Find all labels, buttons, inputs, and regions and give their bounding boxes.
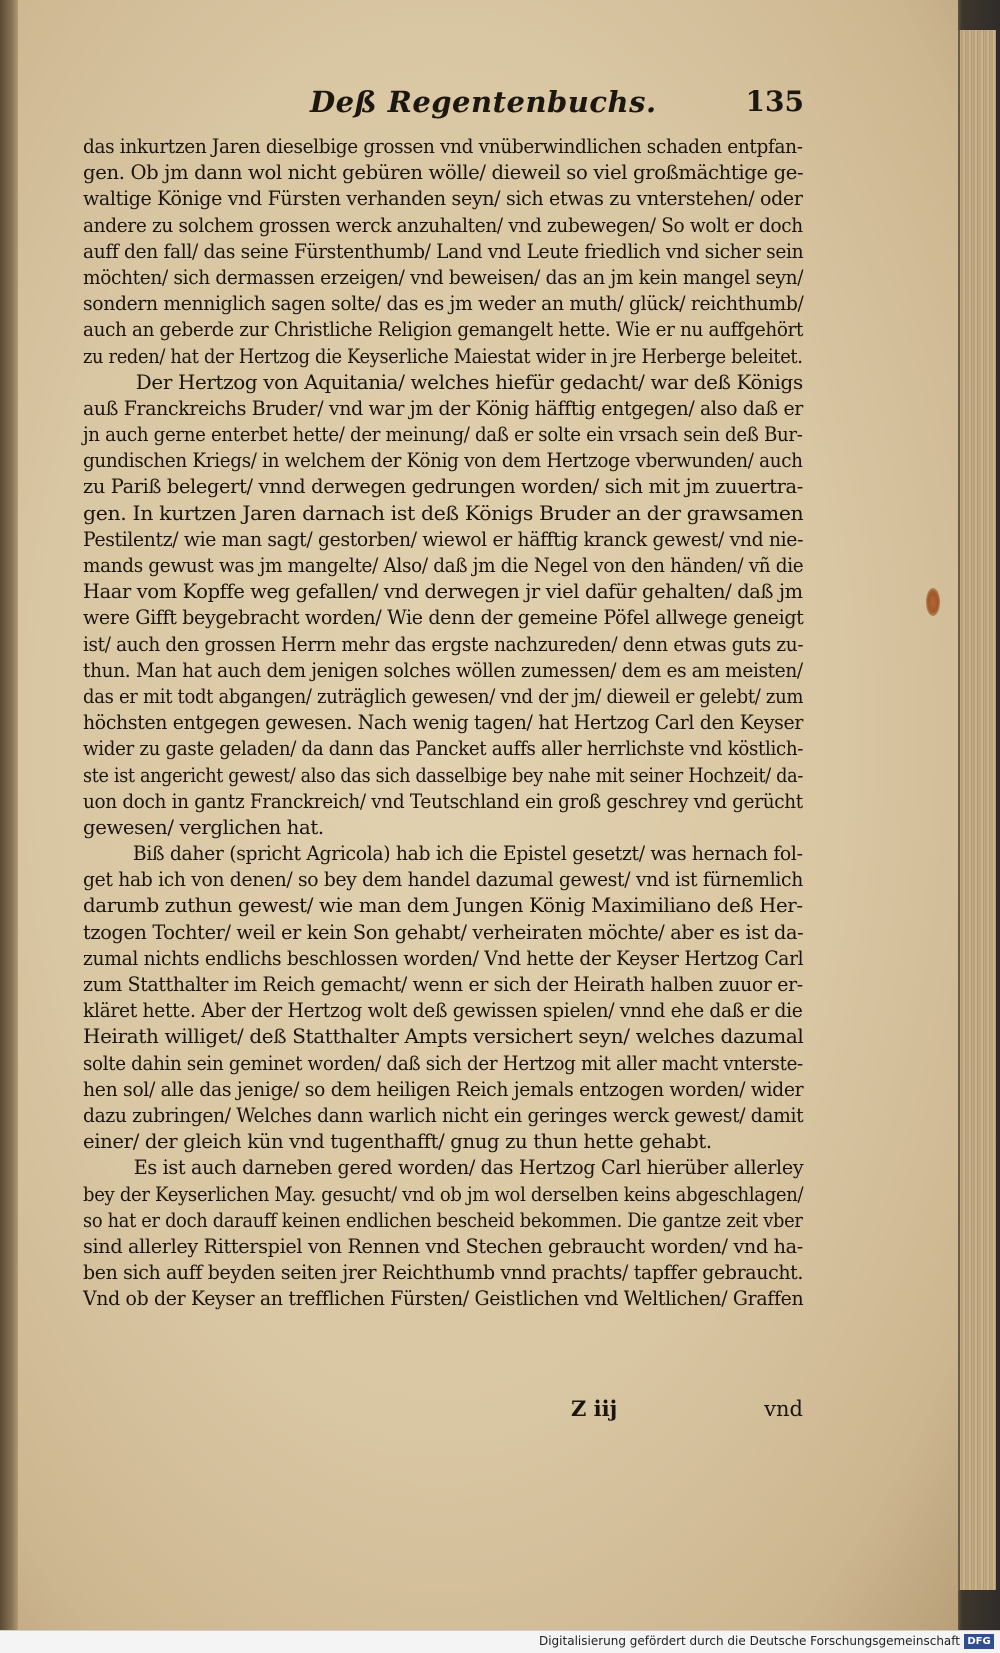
body-text [83,134,804,1421]
paper-stain [926,588,940,616]
text-line: das er mit todt abgangen/ zuträglich gewesen/ vnd der jm/ dieweil er gelebt/ zum [83,684,804,708]
text-line: Haar vom Kopffe weg gefallen/ vnd derwegen jr viel dafür gehalten/ daß jm [83,580,803,604]
text-line: Biß daher (spricht Agricola) hab ich die Epistel gesetzt/ was hernach fol- [132,842,803,866]
text-line: wider zu gaste geladen/ da dann das Pancket auffs aller herrlichste vnd köstlich- [83,737,804,761]
text-line: einer/ der gleich kün vnd tugenthafft/ gnug zu thun hette gehabt. [83,1130,712,1154]
text-line: gundischen Kriegs/ in welchem der König von dem Hertzoge vberwunden/ auch [83,449,803,473]
text-line: Pestilentz/ wie man sagt/ gestorben/ wiewol er häfftig kranck gewest/ vnd nie- [83,527,804,551]
digitization-credit-bar [0,1630,1000,1653]
text-line: get hab ich von denen/ so bey dem handel dazumal gewest/ vnd ist fürnemlich [83,868,803,892]
text-line: jn auch gerne enterbet hette/ der meinung/ daß er solte ein vrsach sein deß Bur- [83,423,803,447]
running-title: Deß Regentenbuchs. [310,85,657,119]
text-line: gen. In kurtzen Jaren darnach ist deß Königs Bruder an der grawsamen [83,501,804,525]
text-line: zu reden/ hat der Hertzog die Keyserliche Maiestat wider in jre Herberge beleitet. [83,344,803,368]
text-line: so hat er doch darauff keinen endlichen bescheid bekommen. Die gantze zeit vber [83,1208,803,1232]
text-line: waltige Könige vnd Fürsten verhanden seyn/ sich etwas zu vnterstehen/ oder [83,187,803,211]
text-line: andere zu solchem grossen werck anzuhalten/ vnd zubewegen/ So wolt er doch [83,213,803,237]
text-line: hen sol/ alle das jenige/ so dem heiligen Reich jemals entzogen worden/ wider [83,1077,804,1101]
page-header [310,85,804,125]
text-line: darumb zuthun gewest/ wie man dem Jungen König Maximiliano deß Her- [83,894,803,918]
text-line: thun. Man hat auch dem jenigen solches wöllen zumessen/ dem es am meisten/ [83,658,803,682]
text-line: uon doch in gantz Franckreich/ vnd Teutschland ein groß geschrey vnd gerücht [83,789,803,813]
text-line: solte dahin sein geminet worden/ daß sich der Hertzog mit aller macht vnterste- [83,1051,803,1075]
text-line: zum Statthalter im Reich gemacht/ wenn er sich der Heirath halben zuuor er- [83,973,803,996]
text-line: Heirath williget/ deß Statthalter Ampts versichert seyn/ welches dazumal [83,1025,804,1049]
text-line: were Gifft beygebracht worden/ Wie denn der gemeine Pöfel allwege geneigt [83,606,804,630]
text-line: zu Pariß belegert/ vnnd derwegen gedrungen worden/ sich mit jm zuuertra- [83,475,803,499]
text-line: ste ist angericht gewest/ also das sich dasselbige bey nahe mit seiner Hochzeit/ da- [83,763,803,787]
text-line: zumal nichts endlichs beschlossen worden/ Vnd hette der Keyser Hertzog Carl [83,946,804,970]
credit-text: Digitalisierung gefördert durch die Deutsche Forschungsgemeinschaft [538,1634,960,1648]
text-line: auß Franckreichs Bruder/ vnd war jm der König häfftig entgegen/ also daß er [83,396,804,420]
text-line: mands gewust was jm mangelte/ Also/ daß jm die Negel von den händen/ vñ die [83,554,804,577]
text-line: ben sich auff beyden seiten jrer Reichthumb vnnd prachts/ tapffer gebraucht. [83,1261,804,1285]
text-line: kläret hette. Aber der Hertzog wolt deß gewissen spielen/ vnnd ehe daß er die [83,999,803,1023]
dfg-logo: DFG [964,1634,994,1649]
text-line: gen. Ob jm dann wol nicht gebüren wölle/ dieweil so viel großmächtige ge- [83,161,804,185]
text-line: tzogen Tochter/ weil er kein Son gehabt/ verheiraten möchte/ aber es ist da- [83,920,804,944]
text-line: Es ist auch darneben gered worden/ das Hertzog Carl hierüber allerley [133,1156,804,1180]
text-line: bey der Keyserlichen May. gesucht/ vnd ob jm wol derselben keins abgeschlagen/ [83,1182,804,1206]
signature-mark: Z iij [571,1396,618,1421]
text-line: möchten/ sich dermassen erzeigen/ vnd beweisen/ das an jm kein mangel seyn/ [83,265,804,289]
text-line: Der Hertzog von Aquitania/ welches hiefür gedacht/ war deß Königs [135,370,803,394]
text-line: sondern menniglich sagen solte/ das es jm weder an muth/ glück/ reichthumb/ [83,292,804,316]
book-fore-edge [958,30,996,1590]
text-line: höchsten entgegen gewesen. Nach wenig tagen/ hat Hertzog Carl den Keyser [83,711,804,735]
text-line: auff den fall/ das seine Fürstenthumb/ Land vnd Leute friedlich vnd sicher sein [83,239,804,263]
folio-number: 135 [745,85,804,118]
text-line: ist/ auch den grossen Herrn mehr das ergste nachzureden/ denn etwas guts zu- [83,632,804,656]
text-line: auch an geberde zur Christliche Religion gemangelt hette. Wie er nu auffgehört [83,318,804,342]
text-line: dazu zubringen/ Welches dann warlich nicht ein geringes werck gewest/ damit [83,1103,804,1127]
text-line: Vnd ob der Keyser an trefflichen Fürsten/ Geistlichen vnd Weltlichen/ Graffen [83,1287,804,1311]
text-line: sind allerley Ritterspiel von Rennen vnd Stechen gebraucht worden/ vnd ha- [83,1234,803,1258]
text-line: das inkurtzen Jaren dieselbige grossen vnd vnüberwindlichen schaden entpfan- [83,135,803,158]
catchword: vnd [764,1397,803,1421]
text-line: gewesen/ verglichen hat. [83,815,324,839]
page-footer [83,1396,803,1426]
